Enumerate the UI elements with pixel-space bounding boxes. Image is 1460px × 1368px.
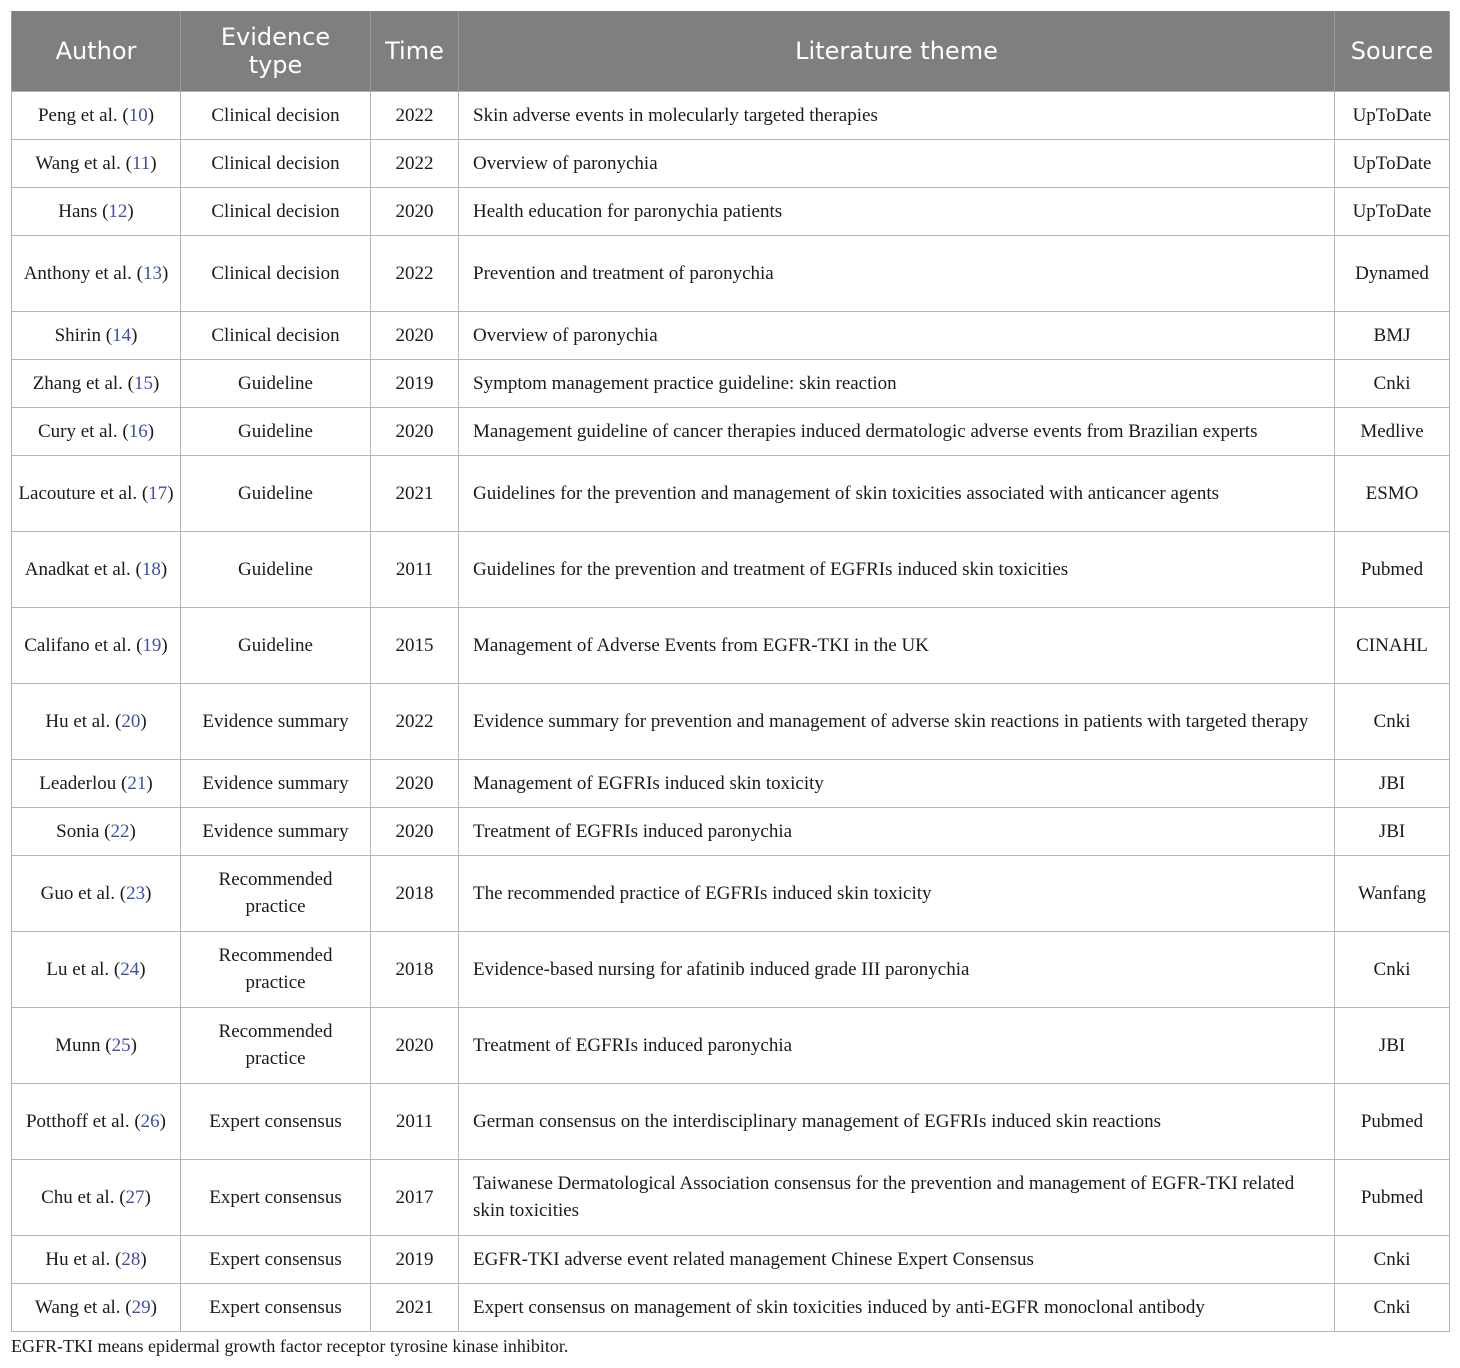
reference-link[interactable]: 18	[141, 558, 161, 580]
header-evidence-type-line2: type	[248, 50, 303, 79]
year-cell: 2020	[371, 759, 459, 807]
theme-cell: Guidelines for the prevention and treatment of EGFRIs induced skin toxicities	[459, 531, 1335, 607]
header-author: Author	[12, 11, 181, 91]
author-paren: )	[145, 882, 152, 904]
evidence-type-cell: Clinical decision	[181, 91, 371, 139]
reference-link[interactable]: 20	[121, 710, 141, 732]
author-cell	[12, 139, 181, 187]
theme-cell: The recommended practice of EGFRIs induced skin toxicity	[459, 855, 1335, 931]
author-paren: )	[150, 1296, 157, 1318]
author-text: Hans (	[58, 200, 109, 222]
header-theme: Literature theme	[459, 11, 1335, 91]
evidence-type-cell: Clinical decision	[181, 235, 371, 311]
table-row	[12, 931, 1450, 1007]
source-cell: UpToDate	[1335, 139, 1450, 187]
evidence-type-cell: Guideline	[181, 407, 371, 455]
author-text: Munn (	[55, 1034, 112, 1056]
theme-cell: Management of EGFRIs induced skin toxicity	[459, 759, 1335, 807]
author-cell	[12, 407, 181, 455]
table-row	[12, 759, 1450, 807]
theme-cell: Evidence-based nursing for afatinib induced grade III paronychia	[459, 931, 1335, 1007]
source-cell: Cnki	[1335, 683, 1450, 759]
author-cell	[12, 807, 181, 855]
evidence-type-cell: Recommended practice	[181, 855, 371, 931]
table-row	[12, 139, 1450, 187]
table-row	[12, 455, 1450, 531]
theme-cell: Prevention and treatment of paronychia	[459, 235, 1335, 311]
author-cell	[12, 855, 181, 931]
table-row	[12, 1235, 1450, 1283]
author-text: Hu et al. (	[45, 710, 122, 732]
author-paren: )	[140, 710, 147, 732]
reference-link[interactable]: 10	[128, 104, 148, 126]
reference-link[interactable]: 14	[112, 324, 132, 346]
author-paren: )	[160, 558, 168, 580]
source-cell: ESMO	[1335, 455, 1450, 531]
year-cell: 2022	[371, 683, 459, 759]
evidence-type-cell: Expert consensus	[181, 1283, 371, 1331]
year-cell: 2020	[371, 1007, 459, 1083]
author-cell	[12, 1283, 181, 1331]
evidence-type-cell: Guideline	[181, 359, 371, 407]
source-cell: Cnki	[1335, 931, 1450, 1007]
table-row	[12, 359, 1450, 407]
source-cell: Pubmed	[1335, 1083, 1450, 1159]
year-cell: 2021	[371, 1283, 459, 1331]
table-row	[12, 1283, 1450, 1331]
source-cell: Cnki	[1335, 359, 1450, 407]
author-cell	[12, 359, 181, 407]
theme-cell: Overview of paronychia	[459, 139, 1335, 187]
author-text: Cury et al. (	[37, 420, 129, 442]
reference-link[interactable]: 13	[142, 262, 162, 284]
author-cell	[12, 531, 181, 607]
header-evidence-type-line1: Evidence	[220, 22, 331, 51]
author-paren: )	[147, 104, 155, 126]
source-cell: UpToDate	[1335, 187, 1450, 235]
author-text: Chu et al. (	[41, 1186, 126, 1208]
evidence-type-cell: Guideline	[181, 455, 371, 531]
author-cell	[12, 931, 181, 1007]
author-paren: )	[152, 372, 160, 394]
reference-link[interactable]: 22	[110, 820, 130, 842]
year-cell: 2020	[371, 187, 459, 235]
evidence-type-cell: Recommended practice	[181, 931, 371, 1007]
author-text: Lacouture et al. (	[18, 482, 149, 504]
theme-cell: Guidelines for the prevention and management of skin toxicities associated with anticancer agents	[459, 455, 1335, 531]
source-cell: Cnki	[1335, 1235, 1450, 1283]
author-paren: )	[146, 772, 153, 794]
theme-cell: Taiwanese Dermatological Association consensus for the prevention and management of EGFR-TKI related skin toxicities	[459, 1159, 1335, 1235]
author-paren: )	[144, 1186, 151, 1208]
author-paren: )	[161, 634, 168, 656]
evidence-type-cell: Guideline	[181, 531, 371, 607]
reference-link[interactable]: 19	[142, 634, 162, 656]
header-time: Time	[371, 11, 459, 91]
source-cell: JBI	[1335, 1007, 1450, 1083]
theme-cell: EGFR-TKI adverse event related management Chinese Expert Consensus	[459, 1235, 1335, 1283]
table-row	[12, 1159, 1450, 1235]
year-cell: 2019	[371, 1235, 459, 1283]
theme-cell: German consensus on the interdisciplinary management of EGFRIs induced skin reactions	[459, 1083, 1335, 1159]
author-text: Guo et al. (	[40, 882, 127, 904]
table-row	[12, 683, 1450, 759]
table-row	[12, 91, 1450, 139]
author-cell	[12, 759, 181, 807]
theme-cell: Skin adverse events in molecularly targeted therapies	[459, 91, 1335, 139]
theme-cell: Overview of paronychia	[459, 311, 1335, 359]
reference-link[interactable]: 16	[128, 420, 148, 442]
source-cell: Cnki	[1335, 1283, 1450, 1331]
table-footnote: EGFR-TKI means epidermal growth factor receptor tyrosine kinase inhibitor.	[11, 1336, 569, 1356]
author-cell	[12, 1083, 181, 1159]
reference-link[interactable]: 29	[131, 1296, 151, 1318]
author-cell	[12, 1007, 181, 1083]
table-row	[12, 531, 1450, 607]
author-text: Lu et al. (	[46, 958, 121, 980]
year-cell: 2018	[371, 855, 459, 931]
author-text: Leaderlou (	[39, 772, 128, 794]
author-text: Califano et al. (	[24, 634, 143, 656]
theme-cell: Health education for paronychia patients	[459, 187, 1335, 235]
theme-cell: Expert consensus on management of skin toxicities induced by anti-EGFR monoclonal antibody	[459, 1283, 1335, 1331]
author-text: Potthoff et al. (	[25, 1110, 141, 1132]
year-cell: 2020	[371, 311, 459, 359]
author-paren: )	[167, 482, 174, 504]
source-cell: Dynamed	[1335, 235, 1450, 311]
year-cell: 2018	[371, 931, 459, 1007]
author-text: Sonia (	[56, 820, 111, 842]
author-cell	[12, 607, 181, 683]
evidence-type-cell: Clinical decision	[181, 311, 371, 359]
evidence-type-cell: Expert consensus	[181, 1159, 371, 1235]
reference-link[interactable]: 11	[131, 152, 151, 174]
author-text: Shirin (	[54, 324, 113, 346]
author-paren: )	[159, 1110, 166, 1132]
evidence-type-cell: Guideline	[181, 607, 371, 683]
year-cell: 2015	[371, 607, 459, 683]
theme-cell: Treatment of EGFRIs induced paronychia	[459, 1007, 1335, 1083]
source-cell: Pubmed	[1335, 531, 1450, 607]
source-cell: Pubmed	[1335, 1159, 1450, 1235]
year-cell: 2017	[371, 1159, 459, 1235]
evidence-type-cell: Clinical decision	[181, 139, 371, 187]
year-cell: 2020	[371, 407, 459, 455]
source-cell: UpToDate	[1335, 91, 1450, 139]
header-row	[12, 11, 1450, 91]
year-cell: 2019	[371, 359, 459, 407]
author-paren: )	[150, 152, 157, 174]
theme-cell: Management of Adverse Events from EGFR-TKI in the UK	[459, 607, 1335, 683]
reference-link[interactable]: 12	[108, 200, 128, 222]
reference-link[interactable]: 24	[120, 958, 140, 980]
year-cell: 2021	[371, 455, 459, 531]
author-cell	[12, 683, 181, 759]
table-row	[12, 807, 1450, 855]
year-cell: 2011	[371, 1083, 459, 1159]
table-row	[12, 1083, 1450, 1159]
source-cell: Medlive	[1335, 407, 1450, 455]
author-cell	[12, 311, 181, 359]
table-row	[12, 1007, 1450, 1083]
table-row	[12, 187, 1450, 235]
reference-link[interactable]: 25	[111, 1034, 131, 1056]
author-text: Anthony et al. (	[23, 262, 143, 284]
source-cell: JBI	[1335, 807, 1450, 855]
author-paren: )	[140, 1248, 147, 1270]
author-cell	[12, 1159, 181, 1235]
reference-link[interactable]: 23	[126, 882, 146, 904]
reference-link[interactable]: 15	[133, 372, 153, 394]
author-paren: )	[130, 1034, 137, 1056]
year-cell: 2022	[371, 91, 459, 139]
author-cell	[12, 91, 181, 139]
year-cell: 2020	[371, 807, 459, 855]
year-cell: 2011	[371, 531, 459, 607]
author-text: Anadkat et al. (	[24, 558, 142, 580]
table-row	[12, 311, 1450, 359]
author-text: Peng et al. (	[37, 104, 129, 126]
table-row	[12, 607, 1450, 683]
author-text: Wang et al. (	[35, 152, 132, 174]
evidence-type-cell: Evidence summary	[181, 683, 371, 759]
author-paren: )	[129, 820, 136, 842]
table-row	[12, 855, 1450, 931]
header-evidence-type	[181, 11, 371, 91]
author-text: Zhang et al. (	[32, 372, 134, 394]
evidence-type-cell: Expert consensus	[181, 1235, 371, 1283]
author-text: Wang et al. (	[35, 1296, 132, 1318]
author-cell	[12, 455, 181, 531]
header-source: Source	[1335, 11, 1450, 91]
reference-link[interactable]: 21	[127, 772, 147, 794]
evidence-type-cell: Evidence summary	[181, 807, 371, 855]
table-row	[12, 407, 1450, 455]
year-cell: 2022	[371, 139, 459, 187]
author-paren: )	[127, 200, 134, 222]
source-cell: CINAHL	[1335, 607, 1450, 683]
reference-link[interactable]: 28	[121, 1248, 141, 1270]
theme-cell: Treatment of EGFRIs induced paronychia	[459, 807, 1335, 855]
evidence-type-cell: Evidence summary	[181, 759, 371, 807]
reference-link[interactable]: 27	[125, 1186, 145, 1208]
author-paren: )	[161, 262, 169, 284]
evidence-table-container	[11, 11, 1449, 1332]
author-paren: )	[147, 420, 155, 442]
author-paren: )	[131, 324, 138, 346]
reference-link[interactable]: 17	[148, 482, 168, 504]
author-cell	[12, 187, 181, 235]
evidence-type-cell: Expert consensus	[181, 1083, 371, 1159]
year-cell: 2022	[371, 235, 459, 311]
author-paren: )	[139, 958, 146, 980]
theme-cell: Symptom management practice guideline: skin reaction	[459, 359, 1335, 407]
evidence-type-cell: Clinical decision	[181, 187, 371, 235]
author-cell	[12, 235, 181, 311]
source-cell: Wanfang	[1335, 855, 1450, 931]
reference-link[interactable]: 26	[140, 1110, 160, 1132]
author-text: Hu et al. (	[45, 1248, 122, 1270]
author-cell	[12, 1235, 181, 1283]
source-cell: BMJ	[1335, 311, 1450, 359]
table-row	[12, 235, 1450, 311]
evidence-table	[11, 11, 1450, 1332]
theme-cell: Evidence summary for prevention and management of adverse skin reactions in patients with targeted therapy	[459, 683, 1335, 759]
theme-cell: Management guideline of cancer therapies induced dermatologic adverse events from Brazilian experts	[459, 407, 1335, 455]
source-cell: JBI	[1335, 759, 1450, 807]
evidence-type-cell: Recommended practice	[181, 1007, 371, 1083]
